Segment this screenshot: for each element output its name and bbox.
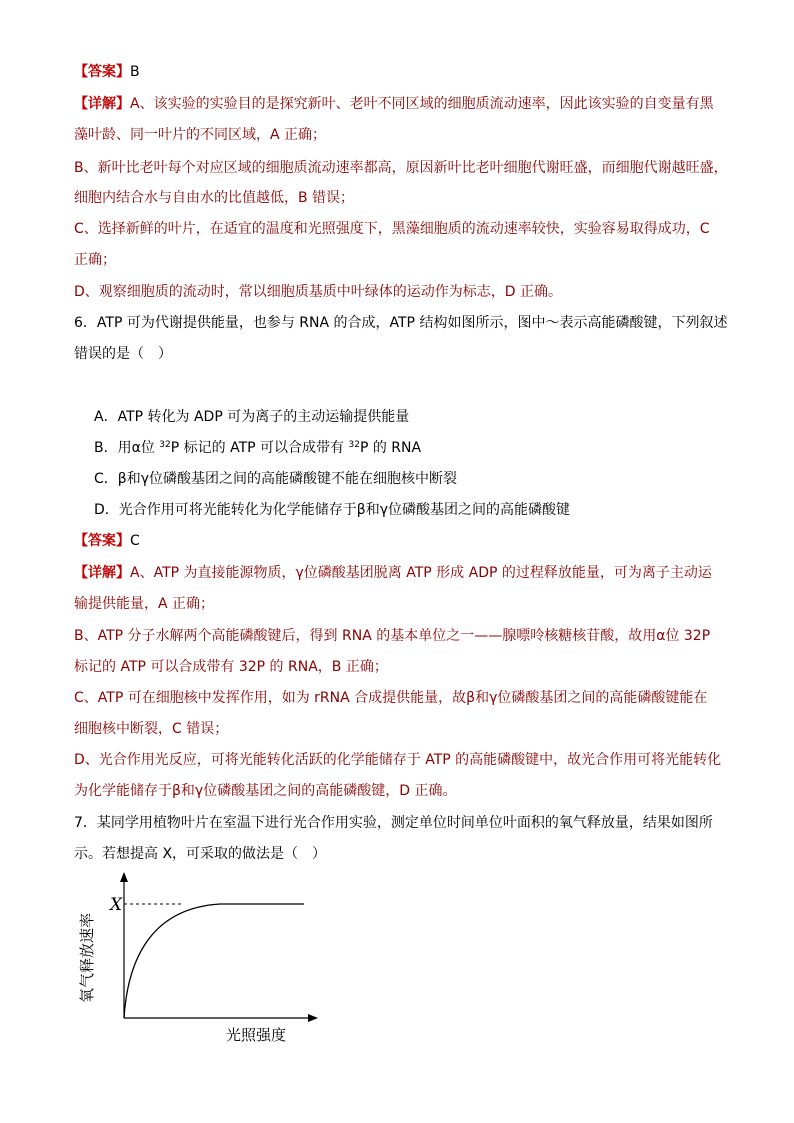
x-axis-arrow [308, 1014, 318, 1022]
detail-text: A、ATP 为直接能源物质，γ位磷酸基团脱离 ATP 形成 ADP 的过程释放能量，可为离子主动运 [130, 565, 712, 581]
q6-detail-line-7: D、光合作用光反应，可将光能转化活跃的化学能储存于 ATP 的高能磷酸键中，故光合作用可将光能转化 [74, 752, 722, 768]
q5-answer-line [74, 62, 140, 82]
answer-tag: 【答案】 [74, 533, 130, 549]
q6-option-a: A．ATP 转化为 ADP 可为离子的主动运输提供能量 [94, 409, 410, 425]
detail-text: A、该实验的实验目的是探究新叶、老叶不同区域的细胞质流动速率，因此该实验的自变量有黑 [130, 96, 714, 112]
q7-stem-line-2: 示。若想提高 X，可采取的做法是（ ） [74, 846, 327, 862]
detail-tag: 【详解】 [74, 565, 130, 581]
q6-detail-line-4: 标记的 ATP 可以合成带有 32P 的 RNA，B 正确； [74, 659, 388, 675]
q6-option-b [94, 438, 421, 458]
q6-detail-line-3: B、ATP 分子水解两个高能磷酸键后，得到 RNA 的基本单位之一——腺嘌呤核糖核苷酸，故用α位 32P [74, 628, 711, 644]
option-b-text-1: B．用α位 [94, 440, 160, 456]
q6-detail-line-2: 输提供能量，A 正确； [74, 596, 215, 612]
superscript: 32 [159, 440, 171, 450]
superscript: 32 [348, 440, 360, 450]
y-axis-label: 氧气释放速率 [78, 912, 96, 1003]
q6-answer-line [74, 531, 140, 551]
oxygen-release-graph [74, 868, 334, 1048]
detail-tag: 【详解】 [74, 96, 130, 112]
answer-value: B [130, 64, 140, 80]
oxygen-release-curve [124, 904, 304, 1018]
q5-detail-line-3: B、新叶比老叶每个对应区域的细胞质流动速率都高，原因新叶比老叶细胞代谢旺盛，而细胞代谢越旺盛， [74, 160, 728, 176]
answer-value: C [130, 533, 140, 549]
q5-detail-line-7: D、观察细胞质的流动时，常以细胞质基质中叶绿体的运动作为标志，D 正确。 [74, 284, 563, 300]
q5-detail-line-5: C、选择新鲜的叶片，在适宜的温度和光照强度下，黑藻细胞质的流动速率较快，实验容易取得成功，C [74, 221, 710, 237]
q5-detail-line-1 [74, 94, 714, 114]
q6-detail-line-6: 细胞核中断裂，C 错误； [74, 721, 229, 737]
x-axis-label: 光照强度 [226, 1026, 287, 1044]
q6-option-d: D．光合作用可将光能转化为化学能储存于β和γ位磷酸基团之间的高能磷酸键 [94, 502, 570, 518]
q6-detail-line-1 [74, 563, 712, 583]
q7-stem-line-1: 7．某同学用植物叶片在室温下进行光合作用实验，测定单位时间单位叶面积的氧气释放量，结果如图所 [74, 815, 713, 831]
q6-detail-line-8: 为化学能储存于β和γ位磷酸基团之间的高能磷酸键，D 正确。 [74, 783, 457, 799]
q6-stem-line-2: 错误的是（ ） [74, 346, 172, 362]
q5-detail-line-2: 藻叶龄、同一叶片的不同区域，A 正确； [74, 127, 327, 143]
q5-detail-line-4: 细胞内结合水与自由水的比值越低，B 错误； [74, 190, 355, 206]
q6-stem-line-1: 6．ATP 可为代谢提供能量，也参与 RNA 的合成，ATP 结构如图所示，图中～表示高能磷酸键，下列叙述 [74, 315, 728, 331]
option-b-text-2: P 标记的 ATP 可以合成带有 [170, 440, 349, 456]
y-tick-x: X [110, 895, 123, 915]
q6-detail-line-5: C、ATP 可在细胞核中发挥作用，如为 rRNA 合成提供能量，故β和γ位磷酸基团之间的高能磷酸键能在 [74, 690, 708, 706]
y-axis-arrow [120, 872, 128, 882]
q6-option-c: C．β和γ位磷酸基团之间的高能磷酸键不能在细胞核中断裂 [94, 471, 457, 487]
answer-tag: 【答案】 [74, 64, 130, 80]
option-b-text-3: P 的 RNA [359, 440, 422, 456]
q5-detail-line-6: 正确； [74, 252, 116, 268]
